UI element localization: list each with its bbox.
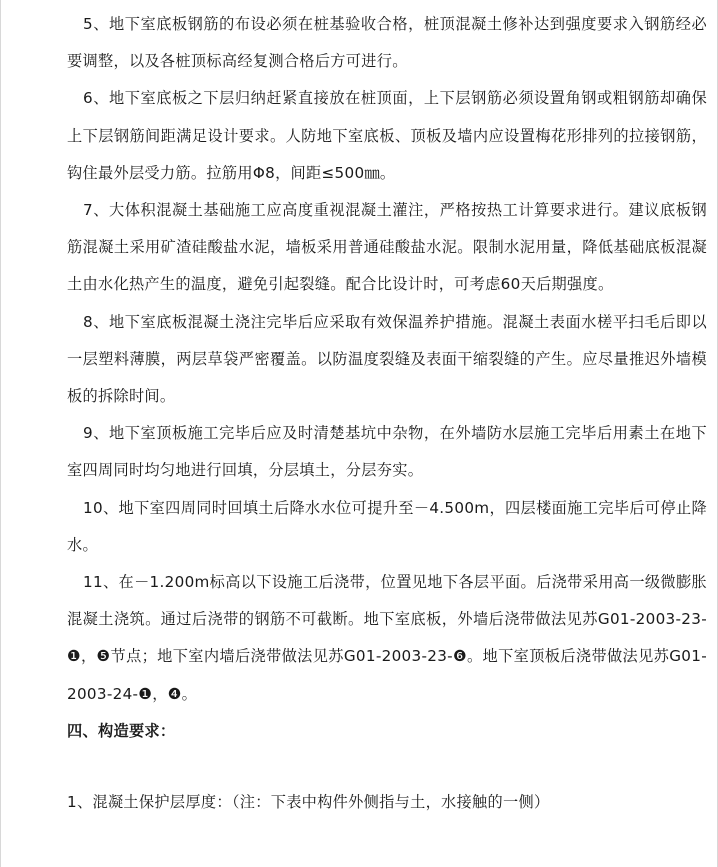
sub-item-concrete-cover: 1、混凝土保护层厚度：（注：下表中构件外侧指与土，水接触的一侧） xyxy=(67,793,550,812)
paragraph-item-10: 10、地下室四周同时回填土后降水水位可提升至－4.500m，四层楼面施工完毕后可停止降水。 xyxy=(67,498,707,554)
paragraph-item-11: 11、在－1.200m标高以下设施工后浇带，位置见地下各层平面。后浇带采用高一级微膨胀混凝土浇筑。通过后浇带的钢筋不可截断。地下室底板，外墙后浇带做法见苏G01-2003-23-❶，❺节点；地下室内墙后浇带做法见苏G01-2003-23-❻。地下室顶板后浇带做法见苏G01-2003-24-❶，❹。 xyxy=(67,573,707,703)
paragraph-item-9: 9、地下室顶板施工完毕后应及时清楚基坑中杂物，在外墙防水层施工完毕后用素土在地下室四周同时均匀地进行回填，分层填土，分层夯实。 xyxy=(67,424,707,480)
section-heading: 四、构造要求： xyxy=(67,721,176,740)
blank-line xyxy=(67,750,707,784)
paragraph-item-5: 5、地下室底板钢筋的布设必须在桩基验收合格，桩顶混凝土修补达到强度要求入钢筋经必要调整，以及各桩顶标高经复测合格后方可进行。 xyxy=(67,15,707,71)
paragraph-item-6: 6、地下室底板之下层归纳赶紧直接放在桩顶面，上下层钢筋必须设置角钢或粗钢筋却确保上下层钢筋间距满足设计要求。人防地下室底板、顶板及墙内应设置梅花形排列的拉接钢筋，钩住最外层受力筋。拉筋用Φ8，间距≤500㎜。 xyxy=(67,89,707,182)
paragraph-item-7: 7、大体积混凝土基础施工应高度重视混凝土灌注，严格按热工计算要求进行。建议底板钢筋混凝土采用矿渣硅酸盐水泥，墙板采用普通硅酸盐水泥。限制水泥用量，降低基础底板混凝土由水化热产生的温度，避免引起裂缝。配合比设计时，可考虑60天后期强度。 xyxy=(67,201,707,294)
paragraph-item-8: 8、地下室底板混凝土浇注完毕后应采取有效保温养护措施。混凝土表面水槎平扫毛后即以一层塑料薄膜，两层草袋严密覆盖。以防温度裂缝及表面干缩裂缝的产生。应尽量推迟外墙模板的拆除时间。 xyxy=(67,312,707,406)
document-body xyxy=(67,6,707,821)
